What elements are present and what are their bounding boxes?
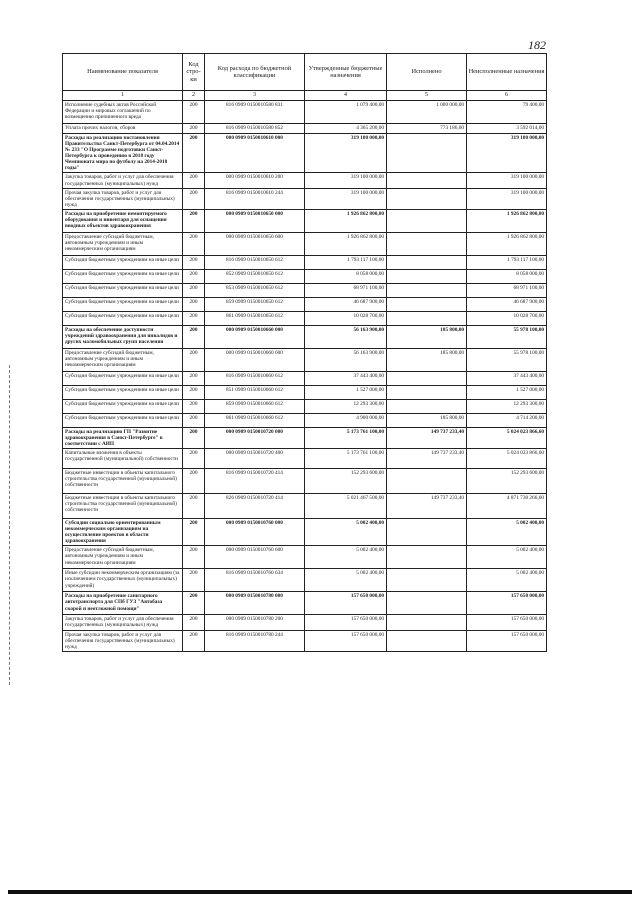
table-row [63, 427, 547, 448]
row-unexecuted: 8 058 000,00 [467, 269, 547, 283]
row-name: Расходы на реализацию ГП "Развитие здравоохранения в Санкт-Петербурге" в соответствии с АИП [63, 427, 183, 448]
budget-execution-table [62, 53, 547, 652]
row-unexecuted: 157 650 000,00 [467, 592, 547, 615]
page-number: 182 [528, 38, 546, 52]
row-line-code: 200 [183, 325, 205, 348]
table-row [63, 399, 547, 413]
header-code: Код расхода по бюджетной классификации [205, 54, 305, 91]
row-executed [387, 630, 467, 651]
row-approved: 1 079 400,00 [305, 101, 387, 124]
row-unexecuted: 55 978 100,00 [467, 348, 547, 371]
row-name: Субсидии бюджетным учреждениям на иные цели [63, 311, 183, 325]
column-number: 4 [305, 91, 387, 101]
table-row [63, 134, 547, 173]
table-row [63, 311, 547, 325]
table-row [63, 469, 547, 494]
row-budget-code: 000 0909 0150010760 000 [205, 519, 305, 546]
row-line-code: 200 [183, 569, 205, 592]
row-executed [387, 385, 467, 399]
table-row [63, 209, 547, 232]
row-budget-code: 816 0909 0150010580 852 [205, 124, 305, 134]
row-budget-code: 816 0909 0150010660 612 [205, 371, 305, 385]
table-row [63, 325, 547, 348]
row-line-code: 200 [183, 255, 205, 269]
row-executed [387, 134, 467, 173]
row-approved: 319 100 000,00 [305, 134, 387, 173]
table-row [63, 449, 547, 469]
row-budget-code: 816 0909 0150010720 414 [205, 469, 305, 494]
row-executed [387, 209, 467, 232]
row-name: Субсидии бюджетным учреждениям на иные цели [63, 255, 183, 269]
row-budget-code: 000 0909 0150010650 600 [205, 232, 305, 255]
header-line: Код стро-ки [183, 54, 205, 91]
row-approved: 5 002 400,00 [305, 569, 387, 592]
row-name: Расходы на приобретение санитарного автотранспорта для СПб ГУЗ "Автобаза скорой и неотложной помощи" [63, 592, 183, 615]
row-approved: 157 650 000,00 [305, 592, 387, 615]
row-unexecuted: 5 024 023 866,60 [467, 449, 547, 469]
row-budget-code: 826 0909 0150010720 414 [205, 494, 305, 519]
row-name: Уплата прочих налогов, сборов [63, 124, 183, 134]
row-approved: 12 293 300,00 [305, 399, 387, 413]
row-name: Субсидии бюджетным учреждениям на иные цели [63, 385, 183, 399]
row-approved: 68 971 100,00 [305, 283, 387, 297]
row-name: Субсидии бюджетным учреждениям на иные цели [63, 297, 183, 311]
header-executed: Исполнено [387, 54, 467, 91]
row-executed [387, 173, 467, 188]
row-budget-code: 816 0909 0150010650 612 [205, 255, 305, 269]
row-approved: 1 527 000,00 [305, 385, 387, 399]
row-approved: 319 100 000,00 [305, 188, 387, 209]
row-budget-code: 816 0909 0150010780 244 [205, 630, 305, 651]
row-line-code: 200 [183, 385, 205, 399]
table-row [63, 385, 547, 399]
row-line-code: 200 [183, 209, 205, 232]
row-unexecuted: 319 100 000,00 [467, 188, 547, 209]
row-executed [387, 519, 467, 546]
column-number: 6 [467, 91, 547, 101]
row-name: Субсидии бюджетным учреждениям на иные цели [63, 283, 183, 297]
row-unexecuted: 55 978 100,00 [467, 325, 547, 348]
row-name: Субсидии бюджетным учреждениям на иные цели [63, 371, 183, 385]
row-name: Субсидии бюджетным учреждениям на иные цели [63, 269, 183, 283]
row-unexecuted: 5 002 400,00 [467, 546, 547, 569]
table-row [63, 630, 547, 651]
row-budget-code: 853 0909 0150010650 612 [205, 283, 305, 297]
row-name: Расходы на реализацию постановления Правительства Санкт-Петербурга от 04.04.2014 № 233 "О Программе подготовки Санкт-Петербурга к проведению в 2018 году Чемпионата мира по футболу на 2014-2018 годы" [63, 134, 183, 173]
row-approved: 4 365 200,00 [305, 124, 387, 134]
row-line-code: 200 [183, 399, 205, 413]
row-line-code: 200 [183, 519, 205, 546]
row-approved: 46 687 900,00 [305, 297, 387, 311]
row-line-code: 200 [183, 348, 205, 371]
table-row [63, 348, 547, 371]
row-name: Субсидии бюджетным учреждениям на иные цели [63, 399, 183, 413]
row-approved: 152 293 600,00 [305, 469, 387, 494]
row-unexecuted: 319 100 000,00 [467, 173, 547, 188]
row-budget-code: 859 0909 0150010650 612 [205, 297, 305, 311]
row-executed [387, 371, 467, 385]
row-approved: 319 100 000,00 [305, 173, 387, 188]
row-name: Предоставление субсидий бюджетным, автономным учреждениям и иным некоммерческим организациям [63, 546, 183, 569]
row-budget-code: 000 0909 0150010760 600 [205, 546, 305, 569]
row-approved: 1 926 862 800,00 [305, 209, 387, 232]
row-budget-code: 816 0909 0150010610 244 [205, 188, 305, 209]
row-unexecuted: 1 793 117 100,00 [467, 255, 547, 269]
table-row [63, 188, 547, 209]
table-row [63, 519, 547, 546]
table-row [63, 283, 547, 297]
row-line-code: 200 [183, 371, 205, 385]
row-name: Бюджетные инвестиции в объекты капитального строительства государственной (муниципальной) собственности [63, 494, 183, 519]
row-executed [387, 232, 467, 255]
table-body [63, 101, 547, 652]
row-name: Закупка товаров, работ и услуг для обеспечения государственных (муниципальных) нужд [63, 615, 183, 630]
row-executed: 185 800,00 [387, 325, 467, 348]
row-name: Субсидии бюджетным учреждениям на иные цели [63, 413, 183, 427]
table-row [63, 494, 547, 519]
table-row [63, 546, 547, 569]
row-executed [387, 399, 467, 413]
header-approved: Утвержденные бюджетные назначения [305, 54, 387, 91]
row-budget-code: 852 0909 0150010650 612 [205, 269, 305, 283]
row-line-code: 200 [183, 413, 205, 427]
column-number: 5 [387, 91, 467, 101]
row-name: Расходы на обеспечение доступности учреждений здравоохранения для инвалидов и других маломобильных групп населения [63, 325, 183, 348]
row-budget-code: 000 0909 0150010780 000 [205, 592, 305, 615]
row-line-code: 200 [183, 615, 205, 630]
table-row [63, 413, 547, 427]
row-name: Расходы на приобретение немонтируемого оборудования и инвентаря для оснащения вводных объектов здравоохранения [63, 209, 183, 232]
row-approved: 157 650 000,00 [305, 630, 387, 651]
row-executed: 185 800,00 [387, 413, 467, 427]
row-approved: 4 900 000,00 [305, 413, 387, 427]
row-line-code: 200 [183, 101, 205, 124]
row-unexecuted: 79 400,00 [467, 101, 547, 124]
table-header-row [63, 54, 547, 91]
row-executed [387, 311, 467, 325]
row-approved: 37 443 400,00 [305, 371, 387, 385]
binding-margin-line [9, 365, 11, 685]
row-budget-code: 851 0909 0150010660 612 [205, 385, 305, 399]
table-row [63, 232, 547, 255]
row-name: Прочая закупка товаров, работ и услуг для обеспечения государственных (муниципальных) нужд [63, 630, 183, 651]
column-numbers-row [63, 91, 547, 101]
row-line-code: 200 [183, 494, 205, 519]
row-executed [387, 255, 467, 269]
row-unexecuted: 152 293 600,00 [467, 469, 547, 494]
row-name: Бюджетные инвестиции в объекты капитального строительства государственной (муниципальной) собственности [63, 469, 183, 494]
header-name: Наименование показателя [63, 54, 183, 91]
row-line-code: 200 [183, 269, 205, 283]
row-unexecuted: 37 443 400,00 [467, 371, 547, 385]
row-unexecuted: 319 100 000,00 [467, 134, 547, 173]
row-approved: 1 926 862 800,00 [305, 232, 387, 255]
table-row [63, 124, 547, 134]
table-row [63, 569, 547, 592]
row-executed [387, 188, 467, 209]
row-budget-code: 000 0909 0150010650 000 [205, 209, 305, 232]
row-approved: 157 650 000,00 [305, 615, 387, 630]
row-name: Субсидии социально ориентированным некоммерческим организациям на осуществление проектов в области здравоохранения [63, 519, 183, 546]
row-unexecuted: 46 687 900,00 [467, 297, 547, 311]
row-name: Предоставление субсидий бюджетным, автономным учреждениям и иным некоммерческим организациям [63, 232, 183, 255]
row-executed [387, 615, 467, 630]
row-line-code: 200 [183, 134, 205, 173]
row-approved: 56 163 900,00 [305, 325, 387, 348]
row-approved: 5 002 400,00 [305, 546, 387, 569]
row-executed: 773 186,00 [387, 124, 467, 134]
row-line-code: 200 [183, 311, 205, 325]
row-executed [387, 592, 467, 615]
row-budget-code: 000 0909 0150010610 000 [205, 134, 305, 173]
row-approved: 5 173 761 100,00 [305, 427, 387, 448]
row-approved: 5 002 400,00 [305, 519, 387, 546]
row-line-code: 200 [183, 630, 205, 651]
header-unexecuted: Неисполненные назначения [467, 54, 547, 91]
table-row [63, 615, 547, 630]
row-approved: 10 028 700,00 [305, 311, 387, 325]
table-row [63, 101, 547, 124]
row-unexecuted: 4 871 730 266,60 [467, 494, 547, 519]
row-executed [387, 569, 467, 592]
row-approved: 56 163 900,00 [305, 348, 387, 371]
row-executed: 149 737 233,40 [387, 494, 467, 519]
row-budget-code: 861 0909 0150010650 612 [205, 311, 305, 325]
row-line-code: 200 [183, 124, 205, 134]
table-row [63, 371, 547, 385]
row-name: Исполнение судебных актов Российской Федерации и мировых соглашений по возмещению причиненного вреда [63, 101, 183, 124]
row-line-code: 200 [183, 173, 205, 188]
row-line-code: 200 [183, 592, 205, 615]
row-name: Закупка товаров, работ и услуг для обеспечения государственных (муниципальных) нужд [63, 173, 183, 188]
column-number: 1 [63, 91, 183, 101]
row-executed: 185 800,00 [387, 348, 467, 371]
row-executed: 1 000 000,00 [387, 101, 467, 124]
row-executed: 149 737 233,40 [387, 427, 467, 448]
table-row [63, 255, 547, 269]
row-name: Иные субсидии некоммерческим организациям (за исключением государственных (муниципальных) учреждений) [63, 569, 183, 592]
row-budget-code: 861 0909 0150010660 612 [205, 413, 305, 427]
row-budget-code: 816 0909 0150010760 634 [205, 569, 305, 592]
row-name: Капитальные вложения в объекты государственной (муниципальной) собственности [63, 449, 183, 469]
row-executed [387, 269, 467, 283]
row-line-code: 200 [183, 546, 205, 569]
row-budget-code: 000 0909 0150010660 000 [205, 325, 305, 348]
row-line-code: 200 [183, 232, 205, 255]
row-unexecuted: 5 002 400,00 [467, 569, 547, 592]
row-unexecuted: 157 650 000,00 [467, 630, 547, 651]
row-unexecuted: 1 527 000,00 [467, 385, 547, 399]
row-unexecuted: 1 926 862 800,00 [467, 209, 547, 232]
row-executed [387, 469, 467, 494]
row-executed [387, 546, 467, 569]
row-unexecuted: 10 028 700,00 [467, 311, 547, 325]
row-executed: 149 737 233,40 [387, 449, 467, 469]
row-unexecuted: 3 592 014,00 [467, 124, 547, 134]
row-budget-code: 859 0909 0150010660 612 [205, 399, 305, 413]
table-row [63, 173, 547, 188]
row-approved: 1 793 117 100,00 [305, 255, 387, 269]
row-budget-code: 000 0909 0150010720 000 [205, 427, 305, 448]
row-unexecuted: 4 714 200,00 [467, 413, 547, 427]
row-name: Предоставление субсидий бюджетным, автономным учреждениям и иным некоммерческим организациям [63, 348, 183, 371]
row-line-code: 200 [183, 427, 205, 448]
row-approved: 5 173 761 100,00 [305, 449, 387, 469]
row-budget-code: 000 0909 0150010780 200 [205, 615, 305, 630]
row-approved: 8 058 000,00 [305, 269, 387, 283]
row-unexecuted: 12 293 300,00 [467, 399, 547, 413]
row-budget-code: 000 0909 0150010610 200 [205, 173, 305, 188]
row-unexecuted: 68 971 100,00 [467, 283, 547, 297]
table-row [63, 592, 547, 615]
row-line-code: 200 [183, 469, 205, 494]
row-executed [387, 283, 467, 297]
row-unexecuted: 5 002 400,00 [467, 519, 547, 546]
row-line-code: 200 [183, 188, 205, 209]
row-budget-code: 816 0909 0150010580 831 [205, 101, 305, 124]
row-line-code: 200 [183, 283, 205, 297]
table-row [63, 297, 547, 311]
column-number: 2 [183, 91, 205, 101]
row-line-code: 200 [183, 449, 205, 469]
row-executed [387, 297, 467, 311]
row-unexecuted: 1 926 862 800,00 [467, 232, 547, 255]
row-name: Прочая закупка товаров, работ и услуг для обеспечения государственных (муниципальных) нужд [63, 188, 183, 209]
row-budget-code: 000 0909 0150010720 400 [205, 449, 305, 469]
row-line-code: 200 [183, 297, 205, 311]
row-unexecuted: 157 650 000,00 [467, 615, 547, 630]
column-number: 3 [205, 91, 305, 101]
row-budget-code: 000 0909 0150010660 600 [205, 348, 305, 371]
page-bottom-rule [8, 890, 632, 894]
table-row [63, 269, 547, 283]
row-approved: 5 021 467 500,00 [305, 494, 387, 519]
row-unexecuted: 5 024 023 866,60 [467, 427, 547, 448]
